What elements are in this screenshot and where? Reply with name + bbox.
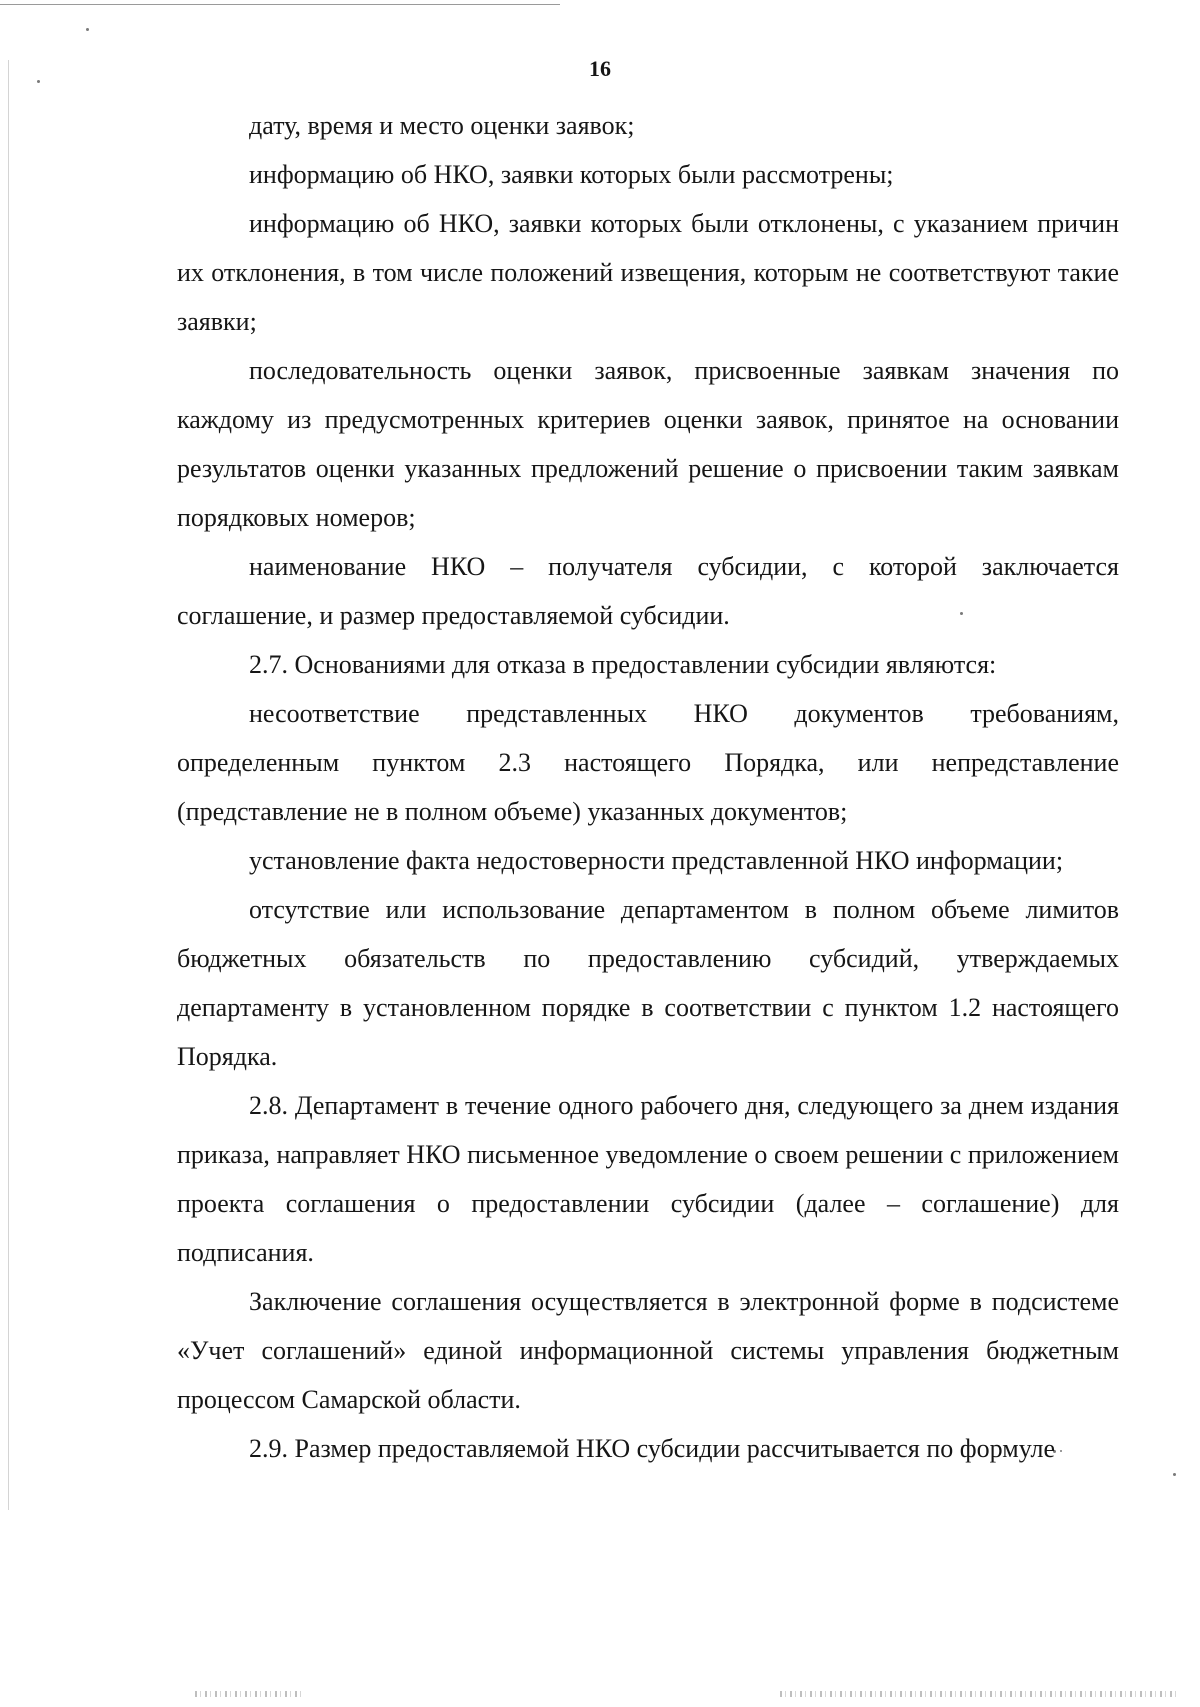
scan-noise bbox=[780, 1691, 1180, 1697]
scan-noise bbox=[195, 1691, 305, 1697]
scan-margin-line bbox=[8, 60, 9, 1510]
paragraph: установление факта недостоверности представленной НКО информации; bbox=[249, 846, 1064, 875]
paragraph: 2.9. Размер предоставляемой НКО субсидии рассчитывается по формуле bbox=[249, 1434, 1056, 1463]
scan-speck bbox=[86, 28, 89, 31]
paragraph: 2.7. Основаниями для отказа в предоставлении субсидии являются: bbox=[249, 650, 997, 679]
paragraph: последовательность оценки заявок, присвоенные заявкам значения по каждому из предусмотренных критериев оценки заявок, принятое на основании результатов оценки указанных предложений решение о присвоении таким заявкам порядковых номеров; bbox=[177, 356, 1119, 532]
paragraph: отсутствие или использование департаментом в полном объеме лимитов бюджетных обязательств по предоставлению субсидий, утверждаемых департаменту в установленном порядке в соответствии с пунктом 1.2 настоящего Порядка. bbox=[177, 895, 1119, 1071]
paragraph: 2.8. Департамент в течение одного рабочего дня, следующего за днем издания приказа, направляет НКО письменное уведомление о своем решении с приложением проекта соглашения о предоставлении субсидии (далее – соглашение) для подписания. bbox=[177, 1091, 1119, 1267]
paragraph: несоответствие представленных НКО документов требованиям, определенным пунктом 2.3 настоящего Порядка, или непредставление (представление не в полном объеме) указанных документов; bbox=[177, 699, 1119, 826]
paragraph: наименование НКО – получателя субсидии, с которой заключается соглашение, и размер предоставляемой субсидии. bbox=[177, 552, 1119, 630]
paragraph: дату, время и место оценки заявок; bbox=[249, 111, 635, 140]
scan-speck bbox=[1173, 1473, 1176, 1476]
scan-edge-line bbox=[0, 4, 560, 5]
paragraph: Заключение соглашения осуществляется в электронной форме в подсистеме «Учет соглашений» единой информационной системы управления бюджетным процессом Самарской области. bbox=[177, 1287, 1119, 1414]
page-number: 16 bbox=[589, 56, 611, 81]
document-body bbox=[177, 101, 1119, 1473]
paragraph: информацию об НКО, заявки которых были отклонены, с указанием причин их отклонения, в том числе положений извещения, которым не соответствуют такие заявки; bbox=[177, 209, 1119, 336]
paragraph: информацию об НКО, заявки которых были рассмотрены; bbox=[249, 160, 894, 189]
